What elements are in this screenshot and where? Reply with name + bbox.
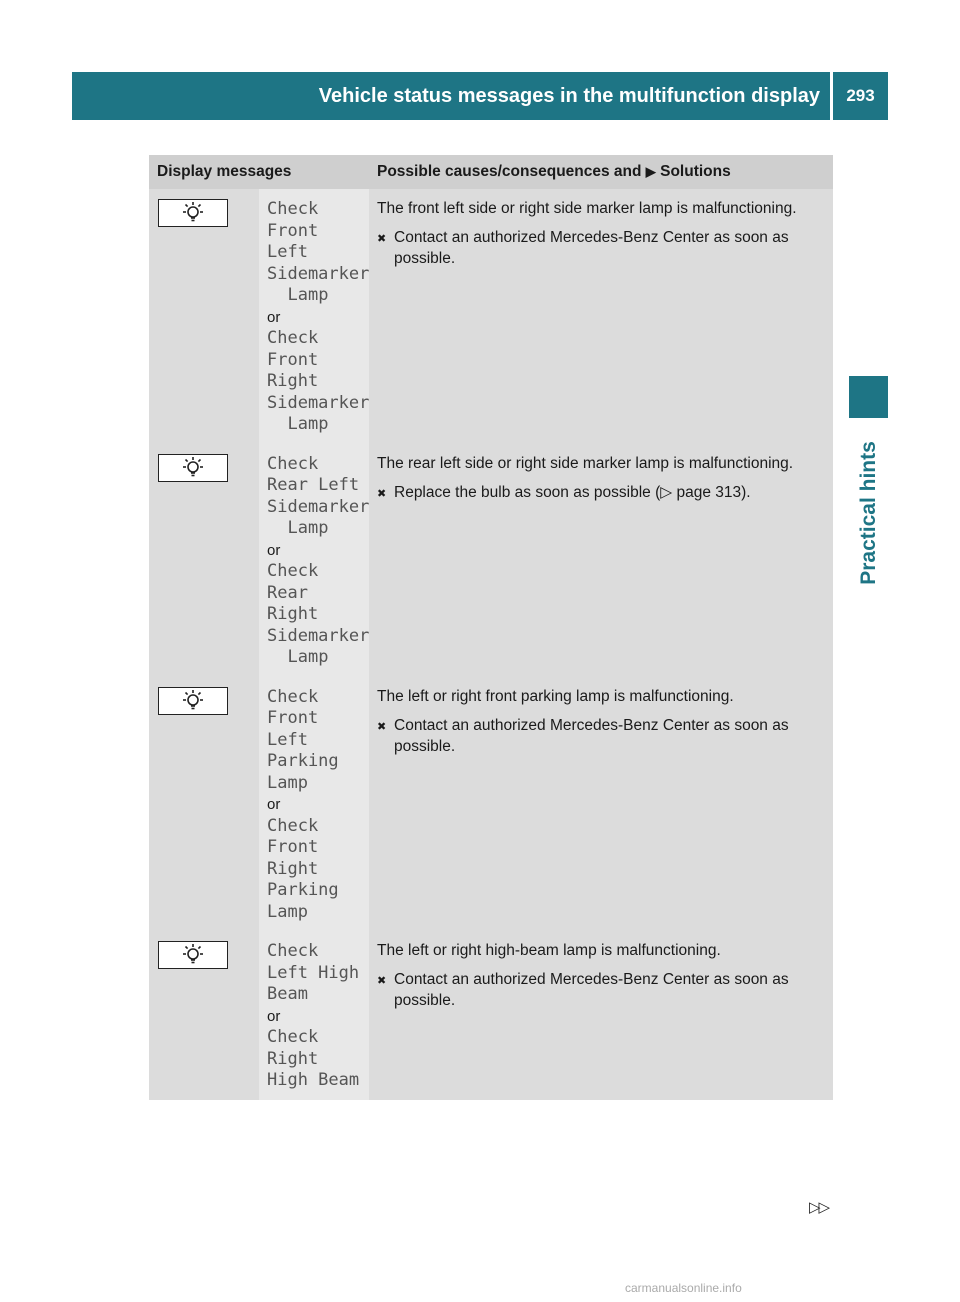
header-display-messages: Display messages	[149, 155, 369, 189]
message-text-b: Check Front Right Parking Lamp	[267, 815, 339, 922]
table-row	[149, 444, 833, 677]
cause-text: The left or right front parking lamp is malfunctioning.	[377, 687, 734, 705]
table-row	[149, 189, 833, 444]
solution-cell	[369, 444, 833, 677]
cause-text: The rear left side or right side marker lamp is malfunctioning.	[377, 454, 794, 472]
step-arrow-icon: ✖	[377, 720, 387, 733]
header-bar	[72, 72, 830, 120]
message-cell	[259, 189, 369, 444]
solution-cell	[369, 677, 833, 932]
side-tab-label	[849, 428, 888, 598]
lamp-icon-glyph	[180, 943, 206, 967]
solution-cell	[369, 189, 833, 444]
cause-text: The front left side or right side marker lamp is malfunctioning.	[377, 200, 797, 217]
cause-text: The left or right high-beam lamp is malfunctioning.	[377, 942, 721, 959]
lamp-icon-glyph	[180, 456, 206, 480]
table-row	[149, 677, 833, 932]
message-text-b: Check Front Right Sidemarker Lamp	[267, 328, 370, 434]
header-solutions-arrow: ▶	[645, 164, 656, 179]
page-title: Vehicle status messages in the multifunction display	[318, 84, 820, 107]
solution-step	[377, 482, 827, 505]
table-header-row	[149, 155, 833, 189]
icon-cell	[149, 677, 259, 932]
or-separator: or	[267, 796, 281, 813]
lamp-icon-glyph	[180, 201, 206, 225]
lamp-icon	[158, 199, 228, 227]
solution-step	[377, 227, 827, 269]
message-text-a: Check Left High Beam	[267, 941, 360, 1004]
header-solutions	[369, 155, 833, 189]
page-number: 293	[846, 86, 875, 105]
or-separator: or	[267, 541, 281, 559]
lamp-icon-glyph	[180, 689, 206, 713]
icon-cell	[149, 189, 259, 444]
message-text-a: Check Front Left Parking Lamp	[267, 686, 339, 793]
message-cell	[259, 931, 369, 1100]
or-separator: or	[267, 308, 281, 326]
header-solutions-pre: Possible causes/consequences and	[377, 163, 642, 180]
step-arrow-icon: ✖	[377, 233, 387, 245]
status-messages-table	[149, 155, 833, 1100]
continued-icon: ▷▷	[809, 1199, 829, 1216]
message-text-b: Check Rear Right Sidemarker Lamp	[267, 561, 370, 667]
table-row	[149, 931, 833, 1100]
step-text: Replace the bulb as soon as possible (▷ page 313).	[394, 483, 751, 501]
side-tab-marker	[849, 376, 888, 418]
message-cell	[259, 444, 369, 677]
step-arrow-icon: ✖	[377, 975, 387, 987]
step-text: Contact an authorized Mercedes-Benz Center as soon as possible.	[394, 716, 789, 755]
step-text: Contact an authorized Mercedes-Benz Center as soon as possible.	[394, 229, 789, 267]
lamp-icon	[158, 454, 228, 482]
message-cell	[259, 677, 369, 932]
header-solutions-post: Solutions	[660, 163, 731, 180]
icon-cell	[149, 931, 259, 1100]
side-tab-text: Practical hints	[856, 441, 880, 585]
solution-step	[377, 969, 827, 1011]
solution-step	[377, 715, 827, 757]
solution-cell	[369, 931, 833, 1100]
icon-cell	[149, 444, 259, 677]
lamp-icon	[158, 687, 228, 715]
message-text-a: Check Rear Left Sidemarker Lamp	[267, 453, 370, 538]
step-text: Contact an authorized Mercedes-Benz Center as soon as possible.	[394, 971, 789, 1009]
message-text-a: Check Front Left Sidemarker Lamp	[267, 199, 370, 305]
or-separator: or	[267, 1007, 281, 1025]
message-text-b: Check Right High Beam	[267, 1027, 360, 1090]
lamp-icon	[158, 941, 228, 969]
step-arrow-icon: ✖	[377, 487, 387, 500]
watermark[interactable]: carmanualsonline.info	[625, 1281, 742, 1295]
page-number-box	[833, 72, 888, 120]
